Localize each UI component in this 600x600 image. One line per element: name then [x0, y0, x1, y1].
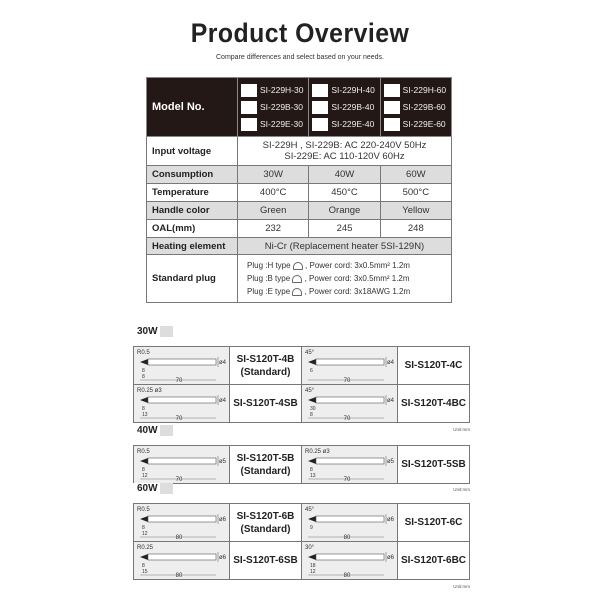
- power-cord: , Power cord: 3x0.5mm² 1.2m: [305, 261, 410, 270]
- tip-diagram: [302, 446, 397, 483]
- spec-value: 30W: [238, 166, 309, 184]
- section-label: 30W: [137, 326, 158, 337]
- tip-diagram: [134, 542, 229, 579]
- tip-shape: [308, 516, 316, 522]
- power-cord: , Power cord: 3x18AWG 1.2m: [304, 287, 411, 296]
- tip-dimension: 8: [142, 525, 145, 531]
- tip-dimension: 8: [142, 467, 145, 473]
- tip-shape: [140, 359, 148, 365]
- tip-model: [230, 542, 302, 580]
- checkbox[interactable]: [241, 101, 257, 114]
- tip-shaft: [148, 359, 216, 365]
- model-option[interactable]: [309, 116, 379, 133]
- section-title: [133, 483, 173, 494]
- tip-length: 80: [175, 573, 183, 579]
- model-name: SI-229B-40: [331, 102, 375, 112]
- tip-shaft: [148, 458, 216, 464]
- model-name: SI-229B-30: [260, 102, 303, 112]
- model-column-60: [380, 78, 451, 137]
- tip-model: [230, 385, 302, 423]
- checkbox[interactable]: [384, 118, 400, 131]
- tip-dimension-top: R0.25 ø3: [137, 388, 162, 394]
- tip-subtitle: (Standard): [240, 523, 291, 535]
- tip-diameter: ø4: [387, 360, 395, 366]
- model-option[interactable]: [381, 116, 451, 133]
- tip-shape: [308, 359, 316, 365]
- checkbox[interactable]: [241, 84, 257, 97]
- spec-value: 245: [309, 220, 380, 238]
- model-option[interactable]: [381, 99, 451, 116]
- tip-shaft: [148, 516, 216, 522]
- tip-diagram: [134, 504, 229, 541]
- model-name: SI-229E-30: [260, 119, 303, 129]
- plug-value: [238, 255, 452, 303]
- tip-name: SI-S120T-4C: [404, 360, 463, 371]
- tip-length: 70: [343, 378, 351, 384]
- plug-type: Plug :H type: [247, 261, 291, 270]
- model-option[interactable]: [238, 116, 308, 133]
- spec-row-label: Consumption: [147, 166, 238, 184]
- tip-length: 80: [343, 535, 351, 541]
- spec-row-label: Temperature: [147, 184, 238, 202]
- tip-name: SI-S120T-5B: [236, 452, 295, 464]
- tip-shaft: [316, 516, 384, 522]
- spec-row-label: OAL(mm): [147, 220, 238, 238]
- tip-dimension-top: 45°: [305, 388, 315, 394]
- voltage-line: SI-229E: AC 110-120V 60Hz: [284, 151, 405, 162]
- tip-table: [133, 503, 470, 580]
- checkbox[interactable]: [312, 118, 328, 131]
- page-subtitle: Compare differences and select based on your needs.: [216, 54, 384, 61]
- tip-diameter: ø6: [219, 517, 227, 523]
- tip-model: [398, 504, 470, 542]
- tip-shaft: [148, 554, 216, 560]
- tip-dimension-top: R0.5: [137, 350, 150, 356]
- tip-table: [133, 445, 470, 484]
- spec-value: Yellow: [380, 202, 451, 220]
- model-option[interactable]: [238, 82, 308, 99]
- tip-name: SI-S120T-6C: [404, 517, 463, 528]
- unit-label: Unit:mm: [453, 427, 470, 432]
- tip-shaft: [316, 458, 384, 464]
- model-column-30: [238, 78, 309, 137]
- tip-diameter: ø6: [387, 517, 395, 523]
- tip-row: [134, 385, 470, 423]
- tip-dimension: 13: [310, 473, 316, 479]
- tip-length: 70: [175, 378, 183, 384]
- tip-table: [133, 346, 470, 423]
- tip-length: 70: [175, 477, 183, 483]
- tip-dimension-top: R0.5: [137, 507, 150, 513]
- tip-model: [398, 542, 470, 580]
- checkbox[interactable]: [312, 101, 328, 114]
- model-option[interactable]: [309, 82, 379, 99]
- spec-value: 248: [380, 220, 451, 238]
- tip-length: 80: [343, 573, 351, 579]
- plug-icon: [292, 275, 302, 283]
- model-name: SI-229H-40: [331, 85, 375, 95]
- plug-type: Plug :E type: [247, 287, 291, 296]
- tip-subtitle: (Standard): [240, 465, 291, 477]
- tip-model: [230, 446, 302, 484]
- spec-value: 40W: [309, 166, 380, 184]
- tip-dimension-top: 30°: [305, 545, 315, 551]
- unit-label: Unit:mm: [453, 584, 470, 589]
- tip-dimension-top: R0.25: [137, 545, 154, 551]
- model-option[interactable]: [381, 82, 451, 99]
- tip-name: SI-S120T-6B: [236, 510, 295, 522]
- input-voltage-value: [238, 137, 452, 166]
- model-name: SI-229H-60: [402, 85, 447, 95]
- spec-row-label: Handle color: [147, 202, 238, 220]
- tip-dimension: 8: [142, 374, 145, 380]
- tip-shaft: [316, 554, 384, 560]
- spec-value: 500°C: [380, 184, 451, 202]
- section-title: [133, 326, 173, 337]
- spec-value: Orange: [309, 202, 380, 220]
- checkbox[interactable]: [384, 84, 400, 97]
- tip-diagram: [302, 504, 397, 541]
- model-column-40: [309, 78, 380, 137]
- tip-dimension: 18: [310, 563, 316, 569]
- tip-model: [398, 347, 470, 385]
- tip-dimension: 12: [310, 569, 316, 575]
- model-label: Model No.: [147, 78, 238, 137]
- model-name: SI-229H-30: [260, 85, 304, 95]
- spec-value: 450°C: [309, 184, 380, 202]
- tip-shape: [308, 397, 316, 403]
- voltage-line: SI-229H , SI-229B: AC 220-240V 50Hz: [262, 140, 427, 151]
- tip-subtitle: (Standard): [240, 366, 291, 378]
- tip-dimension-top: 45°: [305, 507, 315, 513]
- spec-value: Green: [238, 202, 309, 220]
- section-title: [133, 425, 173, 436]
- tip-row: [134, 347, 470, 385]
- model-option[interactable]: [309, 99, 379, 116]
- tip-shape: [140, 397, 148, 403]
- tip-model: [230, 347, 302, 385]
- tip-row: [134, 504, 470, 542]
- tip-diagram: [302, 385, 397, 422]
- tip-shape: [308, 554, 316, 560]
- plug-line: [247, 272, 451, 285]
- tip-dimension-top: R0.5: [137, 449, 150, 455]
- tip-diagram: [302, 542, 397, 579]
- unit-label: Unit:mm: [453, 487, 470, 492]
- spec-value: 60W: [380, 166, 451, 184]
- tip-diameter: ø5: [219, 459, 227, 465]
- tip-shaft: [316, 397, 384, 403]
- spec-value: 232: [238, 220, 309, 238]
- tip-diameter: ø5: [387, 459, 395, 465]
- plug-line: [247, 285, 451, 298]
- tip-dimension: 8: [310, 412, 313, 418]
- tip-shape: [140, 516, 148, 522]
- section-label: 60W: [137, 483, 158, 494]
- tip-name: SI-S120T-6SB: [233, 555, 298, 566]
- tip-shape: [140, 458, 148, 464]
- tip-shaft: [316, 359, 384, 365]
- tip-shaft: [148, 397, 216, 403]
- tip-dimension: 15: [142, 569, 148, 575]
- tip-length: 70: [343, 416, 351, 422]
- power-cord: , Power cord: 3x0.5mm² 1.2m: [304, 274, 410, 283]
- section-label: 40W: [137, 425, 158, 436]
- tip-length: 70: [175, 416, 183, 422]
- tip-dimension: 8: [142, 368, 145, 374]
- tip-dimension-top: 45°: [305, 350, 315, 356]
- tip-row: [134, 542, 470, 580]
- tip-diagram: [134, 385, 229, 422]
- tip-row: [134, 446, 470, 484]
- tip-length: 70: [343, 477, 351, 483]
- heating-label: Heating element: [147, 238, 238, 255]
- checkbox[interactable]: [384, 101, 400, 114]
- tip-diagram: [134, 347, 229, 384]
- spec-value: 400°C: [238, 184, 309, 202]
- tip-diagram: [302, 347, 397, 384]
- plug-label: Standard plug: [147, 255, 238, 303]
- tip-diameter: ø6: [219, 555, 227, 561]
- tip-name: SI-S120T-4SB: [233, 398, 298, 409]
- tip-dimension: 8: [310, 467, 313, 473]
- checkbox[interactable]: [241, 118, 257, 131]
- model-name: SI-229E-60: [402, 119, 446, 129]
- tip-shape: [140, 554, 148, 560]
- checkbox[interactable]: [312, 84, 328, 97]
- tip-model: [398, 385, 470, 423]
- model-name: SI-229B-60: [402, 102, 446, 112]
- plug-icon: [293, 262, 303, 270]
- tip-name: SI-S120T-4BC: [400, 398, 467, 409]
- tip-diameter: ø4: [219, 398, 227, 404]
- tip-name: SI-S120T-5SB: [401, 459, 466, 470]
- tip-dimension: 6: [310, 368, 313, 374]
- plug-icon: [292, 288, 302, 296]
- tip-name: SI-S120T-6BC: [400, 555, 467, 566]
- model-name: SI-229E-40: [331, 119, 375, 129]
- tip-diameter: ø6: [387, 555, 395, 561]
- tip-dimension: 12: [142, 531, 148, 537]
- tip-shape: [308, 458, 316, 464]
- tip-dimension: 8: [142, 563, 145, 569]
- tip-model: [398, 446, 470, 484]
- input-voltage-label: Input voltage: [147, 137, 238, 166]
- heating-value: Ni-Cr (Replacement heater 5SI-129N): [238, 238, 452, 255]
- page-title: Product Overview: [190, 18, 410, 48]
- plug-line: [247, 259, 451, 272]
- tip-diameter: ø4: [219, 360, 227, 366]
- spec-table: [146, 77, 452, 303]
- tip-model: [230, 504, 302, 542]
- tip-dimension: 13: [142, 412, 148, 418]
- plug-type: Plug :B type: [247, 274, 291, 283]
- tip-length: 80: [175, 535, 183, 541]
- tip-dimension: 12: [142, 473, 148, 479]
- tip-name: SI-S120T-4B: [236, 353, 295, 365]
- tip-dimension: 9: [310, 525, 313, 531]
- model-option[interactable]: [238, 99, 308, 116]
- tip-dimension: 8: [142, 406, 145, 412]
- tip-dimension-top: R0.25 ø3: [305, 449, 330, 455]
- tip-dimension: 30: [310, 406, 316, 412]
- tip-diagram: [134, 446, 229, 483]
- tip-diameter: ø4: [387, 398, 395, 404]
